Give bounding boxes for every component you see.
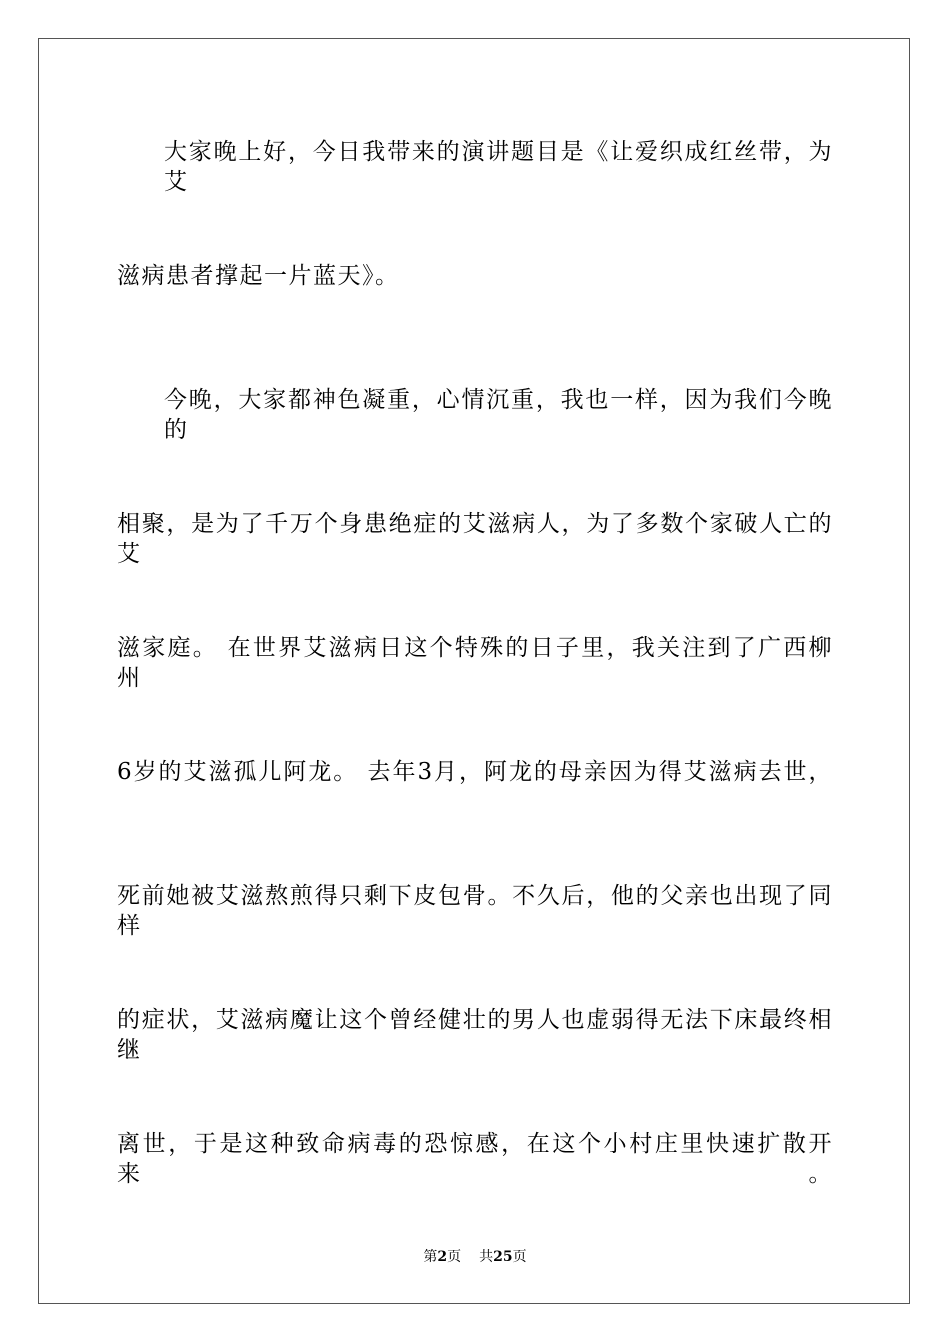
page-footer [0, 1248, 950, 1266]
text-line-8: 的症状，艾滋病魔让这个曾经健壮的男人也虚弱得无法下床最终相继 [117, 1007, 833, 1063]
footer-page-number: 2 [437, 1249, 448, 1265]
page-border [38, 38, 910, 1304]
footer-total-suffix: 页 [512, 1249, 527, 1265]
text-line-3: 今晚，大家都神色凝重，心情沉重，我也一样，因为我们今晚的 [164, 387, 833, 443]
footer-total-pages: 25 [493, 1249, 513, 1265]
text-line-9: 离世，于是这种致命病毒的恐惊感，在这个小村庄里快速扩散开来。 [117, 1131, 833, 1187]
footer-page-prefix: 第 [423, 1249, 438, 1265]
text-line-5: 滋家庭。 在世界艾滋病日这个特殊的日子里，我关注到了广西柳州 [117, 635, 833, 691]
footer-total-prefix: 共 [479, 1249, 494, 1265]
text-line-2: 滋病患者撑起一片蓝天》。 [117, 263, 400, 289]
text-line-4: 相聚，是为了千万个身患绝症的艾滋病人，为了多数个家破人亡的艾 [117, 511, 833, 567]
text-line-6: 6岁的艾滋孤儿阿龙。 去年3月，阿龙的母亲因为得艾滋病去世， [117, 759, 833, 785]
text-line-7: 死前她被艾滋熬煎得只剩下皮包骨。不久后，他的父亲也出现了同样 [117, 883, 833, 939]
text-line-1: 大家晚上好，今日我带来的演讲题目是《让爱织成红丝带，为艾 [164, 139, 833, 195]
footer-page-suffix: 页 [447, 1249, 462, 1265]
